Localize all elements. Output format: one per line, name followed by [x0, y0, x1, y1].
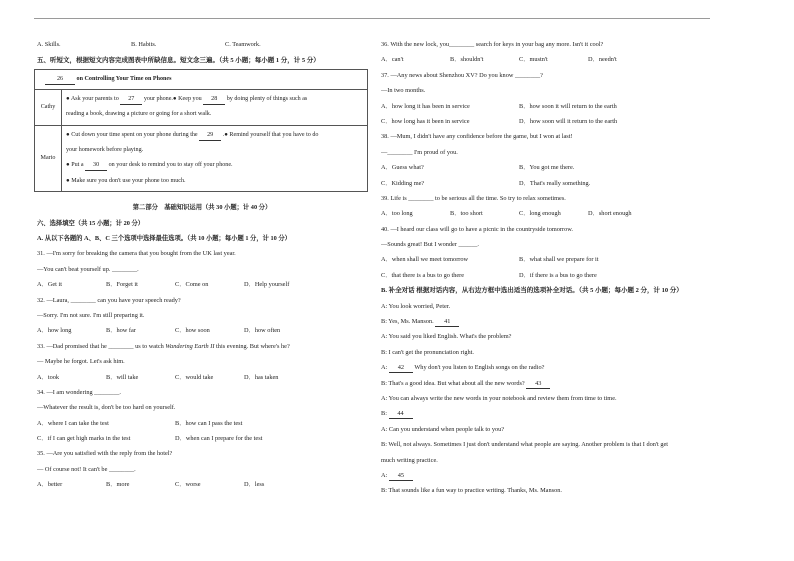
text: reading a book, drawing a picture or going for a short walk.	[66, 111, 212, 118]
row-label-cathy: Cathy	[35, 89, 62, 125]
question-options	[381, 160, 711, 175]
option[interactable]: D．That's really something.	[519, 179, 591, 187]
question-stem	[37, 339, 367, 354]
dialogue-line: B: Well, not always. Sometimes I just don't understand what people are saying. Another problem is that I don't get	[381, 441, 669, 449]
option[interactable]: C．that there is a bus to go there	[381, 271, 465, 279]
q30-options	[37, 37, 367, 52]
option[interactable]: B．Forget it	[106, 281, 138, 289]
option[interactable]: A．better	[37, 481, 63, 489]
mario-content	[62, 125, 368, 192]
text: ● Ask your parents to	[66, 95, 119, 102]
question-reply: —________ I'm proud of you.	[381, 148, 458, 156]
option[interactable]: B. Habits.	[131, 41, 157, 48]
question-options	[381, 52, 711, 67]
option[interactable]: D．how often	[244, 327, 281, 335]
cathy-content	[62, 89, 368, 125]
movie-title: Wandering Earth II	[165, 342, 215, 350]
answer-blank-45[interactable]: 45	[389, 471, 413, 481]
answer-blank-30[interactable]: 30	[85, 161, 107, 171]
answer-blank-26[interactable]: 26	[45, 75, 75, 85]
option[interactable]: A．can't	[381, 56, 404, 64]
question-options	[381, 114, 711, 129]
option[interactable]: A．how long it has been in service	[381, 102, 470, 110]
question-options	[37, 370, 367, 385]
text: .● Remind yourself that you have to do	[222, 131, 319, 138]
text: B:	[381, 410, 387, 418]
question-options	[381, 206, 711, 221]
sectionA-title: A. 从以下各题的 A、B、C 三个选项中选择最佳选项。（共 10 小题；每小题 1 分，计 10 分）	[37, 235, 291, 243]
question-options	[381, 252, 711, 267]
row-label-mario: Mario	[35, 125, 62, 192]
question-reply: —In two months.	[381, 87, 426, 95]
answer-blank-29[interactable]: 29	[199, 131, 221, 141]
question-stem: 31. —I'm sorry for breaking the camera that you bought from the UK last year.	[37, 250, 236, 258]
text: 33. —Dad promised that he ________ us to watch	[37, 342, 166, 350]
answer-blank-44[interactable]: 44	[389, 409, 413, 419]
option[interactable]: B．how soon it will return to the earth	[519, 102, 617, 110]
option[interactable]: D．if there is a bus to go there	[519, 271, 597, 279]
question-stem: 36. With the new lock, you________ search for keys in your bag any more. Isn't it cool?	[381, 41, 604, 48]
option[interactable]: C．would take	[175, 373, 214, 381]
question-options	[37, 277, 367, 292]
option[interactable]: C．Come on	[175, 281, 209, 289]
option[interactable]: D．how soon will it return to the earth	[519, 117, 618, 125]
question-options	[37, 477, 367, 492]
question-stem: 34. —I am wondering ________.	[37, 388, 121, 396]
option[interactable]: D．when can I prepare for the test	[175, 435, 263, 443]
option[interactable]: A．too long	[381, 210, 413, 218]
question-options	[381, 268, 711, 283]
option[interactable]: B．too short	[450, 210, 483, 218]
question-options	[381, 176, 711, 191]
dialogue-line: much writing practice.	[381, 456, 438, 464]
question-options	[37, 431, 367, 446]
page-top-rule	[34, 18, 710, 19]
question-stem: 39. Life is ________ to be serious all the time. So try to relax sometimes.	[381, 194, 566, 202]
option[interactable]: A．how long	[37, 327, 72, 335]
answer-blank-28[interactable]: 28	[203, 95, 225, 105]
text: ● Cut down your time spent on your phone during the	[66, 131, 198, 138]
text: your phone.● Keep you	[143, 95, 202, 102]
table-heading-text: on Controlling Your Time on Phones	[76, 76, 172, 83]
option[interactable]: C．Kidding me?	[381, 179, 425, 187]
dialogue-line	[381, 314, 711, 329]
option[interactable]: C．if I can get high marks in the test	[37, 435, 131, 443]
text: B: Yes, Ms. Manson.	[381, 318, 434, 326]
question-stem: 35. —Are you satisfied with the reply from the hotel?	[37, 450, 173, 458]
text: B: That's a good idea. But what about all the new words?	[381, 379, 525, 387]
option[interactable]: B．more	[106, 481, 130, 489]
question-reply: —Whatever the result is, don't be too hard on yourself.	[37, 404, 176, 412]
section5-title: 五、听短文，根据短文内容完成图表中所缺信息。短文念三遍。（共 5 小题；每小题 1 分，计 5 分）	[37, 57, 320, 65]
text: by doing plenty of things such as	[226, 95, 308, 102]
text: this evening. But where's he?	[214, 342, 290, 350]
option[interactable]: B．will take	[106, 373, 139, 381]
option[interactable]: A．took	[37, 373, 60, 381]
dialogue-line: B: I can't get the pronunciation right.	[381, 348, 474, 356]
text: your homework before playing.	[66, 147, 144, 154]
question-reply: —Sorry. I'm not sure. I'm still preparing it.	[37, 311, 145, 319]
dialogue-line	[381, 376, 711, 391]
answer-blank-42[interactable]: 42	[389, 363, 413, 373]
question-reply: —You can't beat yourself up. ________.	[37, 265, 139, 273]
option[interactable]: D．has taken	[244, 373, 279, 381]
left-column	[37, 37, 367, 493]
option[interactable]: C. Teamwork.	[225, 41, 261, 48]
text: Why don't you listen to English songs on the radio?	[414, 364, 545, 372]
option[interactable]: A．Guess what?	[381, 164, 424, 172]
option[interactable]: D．short enough	[588, 210, 632, 218]
section6-title: 六、选择填空（共 15 小题；计 20 分）	[37, 219, 145, 227]
dialogue-line: A: You said you liked English. What's the problem?	[381, 333, 512, 341]
question-options	[381, 99, 711, 114]
question-options	[37, 416, 367, 431]
right-column	[381, 37, 711, 499]
answer-blank-41[interactable]: 41	[435, 317, 459, 327]
sectionB-title: B. 补全对话 根据对话内容，从右边方框中选出适当的选项补全对话。（共 5 小题；每小题 2 分，计 10 分）	[381, 287, 683, 295]
part2-title: 第二部分 基础知识运用（共 30 小题；计 40 分）	[132, 204, 272, 212]
listening-chart-table	[34, 69, 368, 192]
question-options	[37, 323, 367, 338]
option[interactable]: C．worse	[175, 481, 201, 489]
option[interactable]: B．what shall we prepare for it	[519, 256, 599, 264]
question-stem: 37. —Any news about Shenzhou XV? Do you know ________?	[381, 71, 543, 79]
text: A:	[381, 471, 388, 479]
option[interactable]: A．where I can take the test	[37, 419, 109, 427]
answer-blank-43[interactable]: 43	[526, 379, 550, 389]
option[interactable]: B．how can I pass the test	[175, 419, 243, 427]
question-stem: 38. —Mum, I didn't have any confidence before the game, but I won at last!	[381, 133, 573, 141]
dialogue-line: A: You look worried, Peter.	[381, 302, 451, 310]
option[interactable]: C．how soon	[175, 327, 210, 335]
text: on your desk to remind you to stay off your phone.	[108, 162, 233, 169]
option[interactable]: A. Skills.	[37, 41, 61, 48]
option[interactable]: B．You got me there.	[519, 164, 575, 172]
option[interactable]: B．shouldn't	[450, 56, 484, 64]
text: A:	[381, 364, 388, 372]
question-reply: —Sounds great! But I wonder ______.	[381, 241, 479, 249]
option[interactable]: D．less	[244, 481, 265, 489]
question-reply: — Maybe he forgot. Let's ask him.	[37, 358, 125, 366]
dialogue-line	[381, 468, 711, 483]
dialogue-line: A: You can always write the new words in your notebook and review them from time to time.	[381, 395, 617, 402]
option[interactable]: D．Help yourself	[244, 281, 290, 289]
answer-blank-27[interactable]: 27	[120, 95, 142, 105]
question-stem: 32. —Laura, ________ can you have your speech ready?	[37, 296, 181, 304]
option[interactable]: C．how long has it been in service	[381, 117, 470, 125]
dialogue-line: B: That sounds like a fun way to practice writing. Thanks, Ms. Manson.	[381, 487, 562, 495]
dialogue-line: A: Can you understand when people talk to you?	[381, 425, 505, 433]
option[interactable]: B．how far	[106, 327, 136, 335]
question-stem: 40. —I heard our class will go to have a picnic in the countryside tomorrow.	[381, 225, 573, 233]
dialogue-line	[381, 360, 711, 375]
option[interactable]: A．Get it	[37, 281, 63, 289]
option[interactable]: C．mustn't	[519, 56, 548, 64]
text: ● Put a	[66, 162, 84, 169]
dialogue-line	[381, 406, 711, 421]
text: ● Make sure you don't use your phone too much.	[66, 177, 186, 184]
option[interactable]: C．long enough	[519, 210, 561, 218]
table-heading	[35, 70, 368, 90]
option[interactable]: A．when shall we meet tomorrow	[381, 256, 469, 264]
option[interactable]: D．needn't	[588, 56, 617, 64]
question-reply: — Of course not! It can't be ________.	[37, 465, 136, 473]
